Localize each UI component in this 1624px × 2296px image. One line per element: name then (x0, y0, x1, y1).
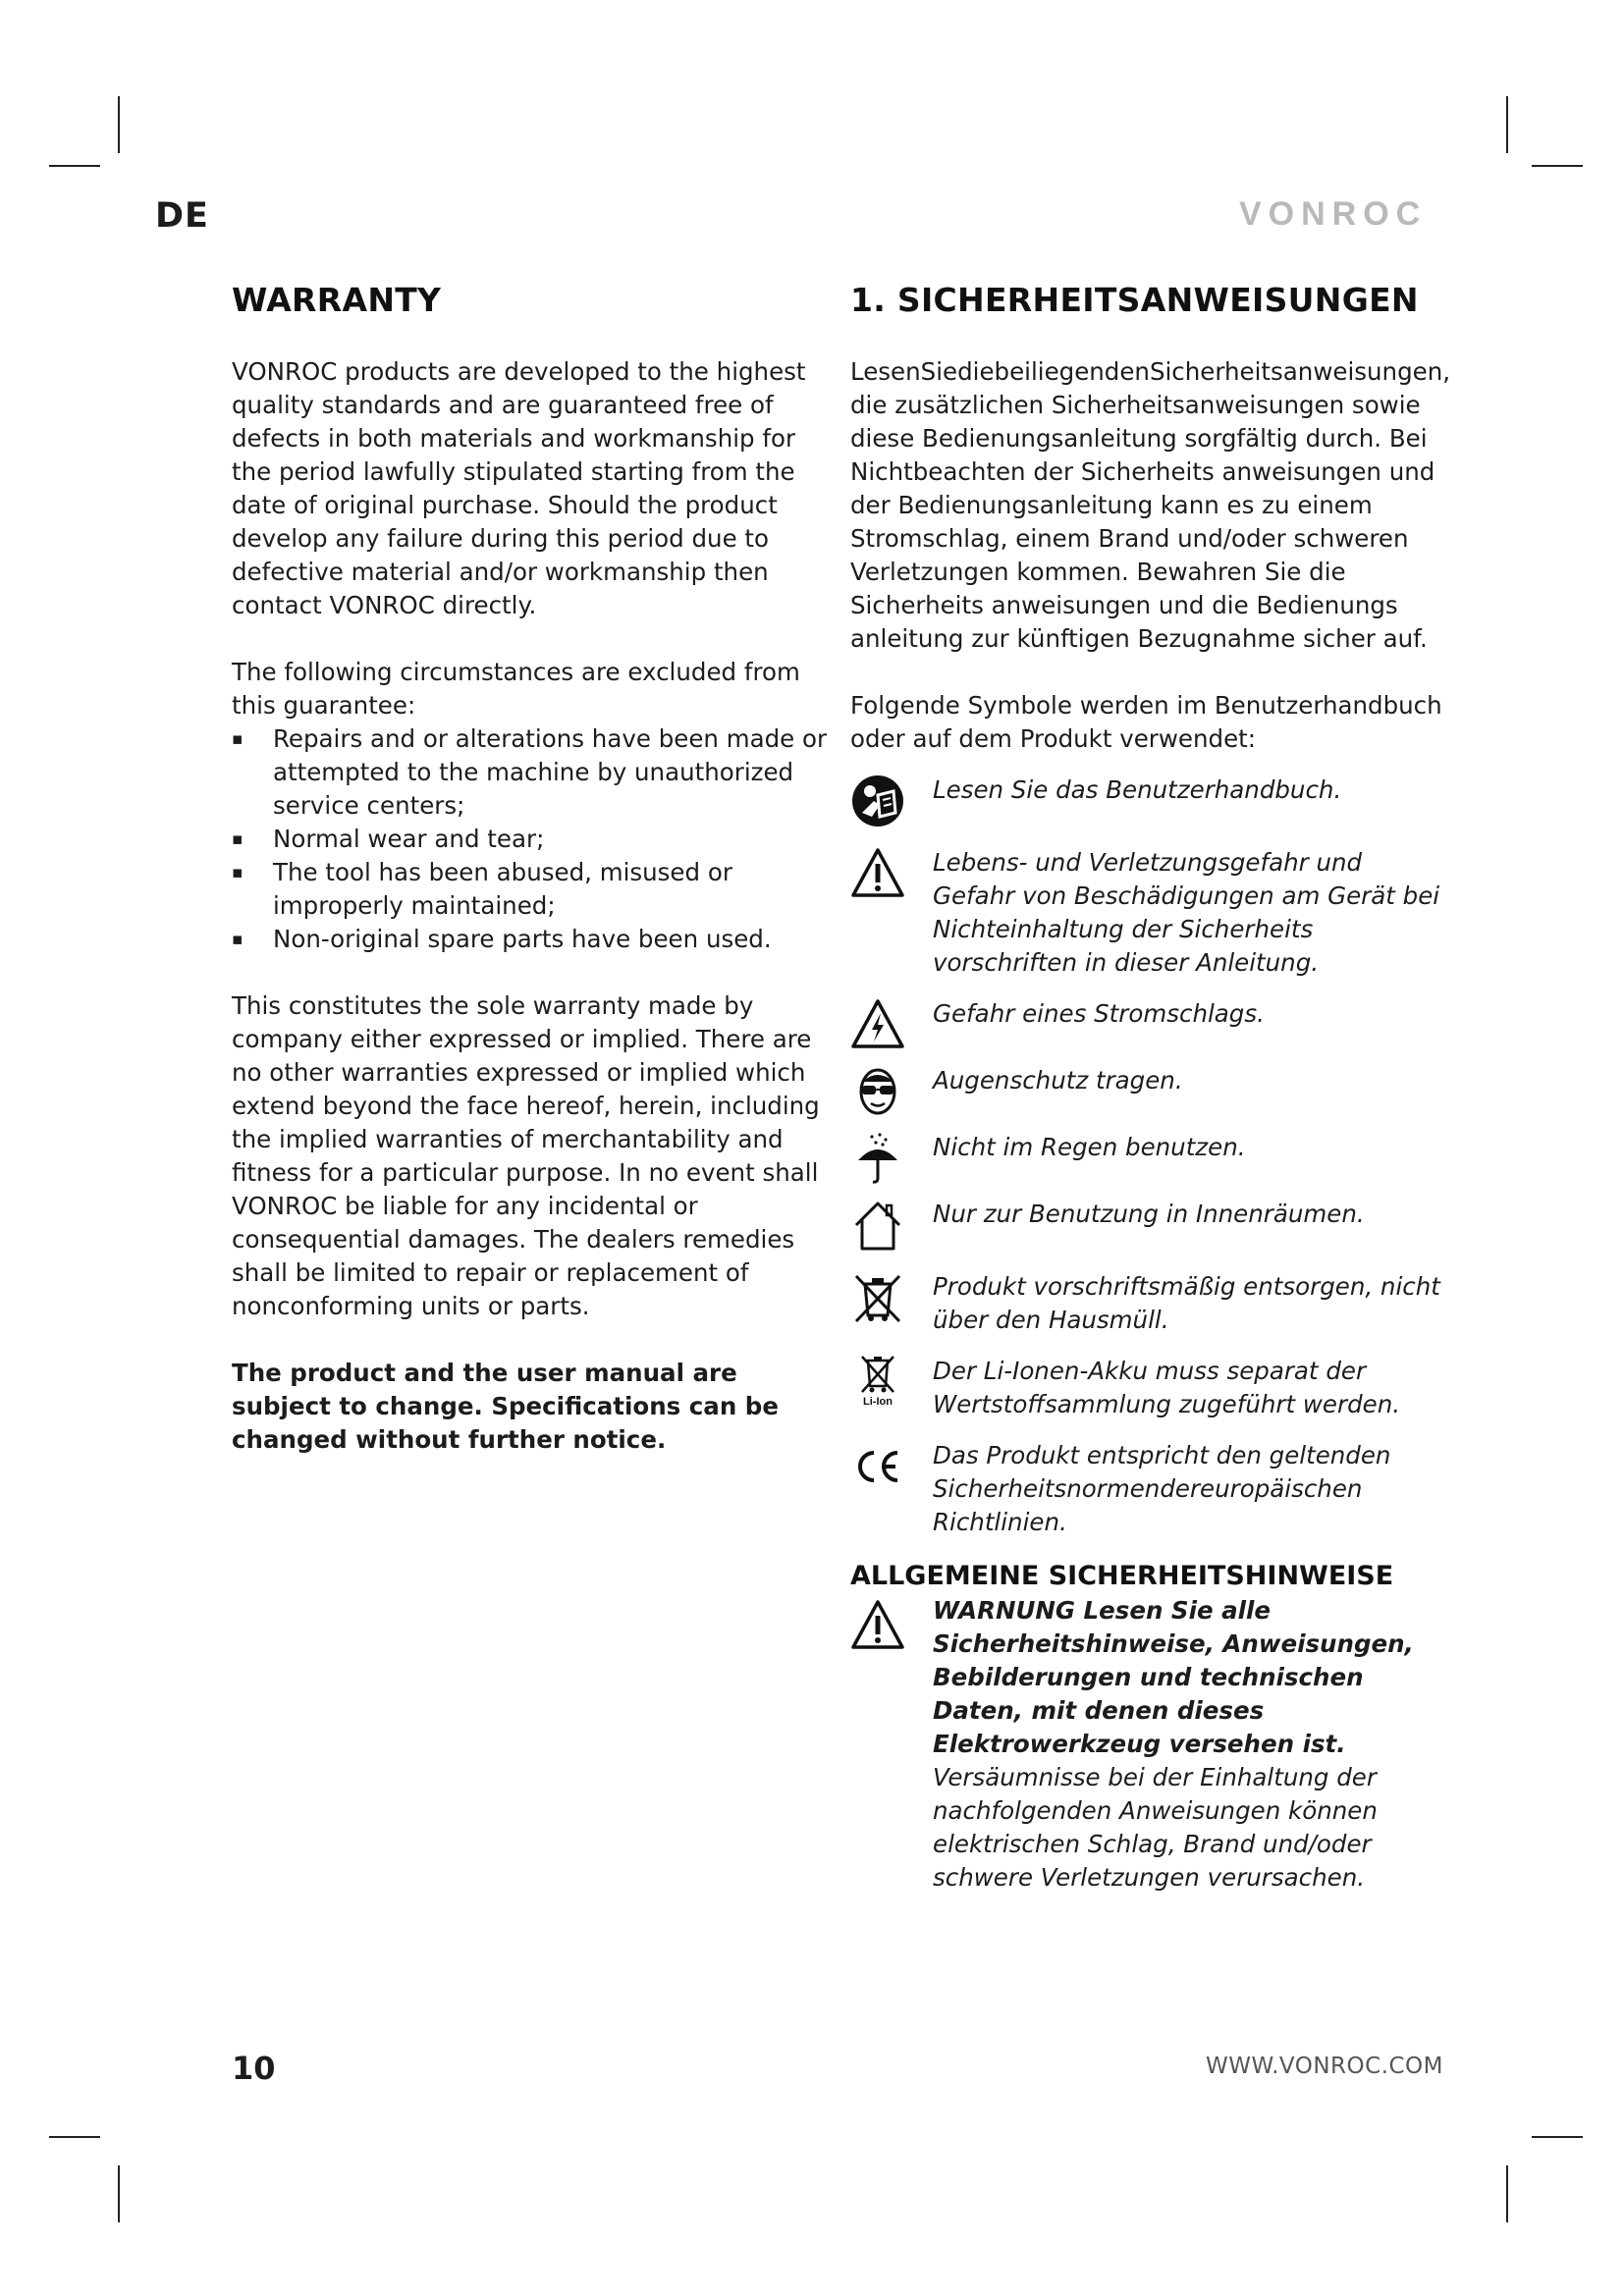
symbol-text: Lebens- und Verletzungsgefahr und Gefahr von Beschädigungen am Gerät bei Nichteinhaltung der Sicherheits vorschriften in dieser Anleitung. (933, 848, 1440, 977)
symbol-row (850, 774, 1449, 828)
exclusions-list (232, 722, 831, 956)
symbol-text: Lesen Sie das Benutzerhandbuch. (933, 775, 1342, 804)
symbol-row (850, 997, 1449, 1052)
warning-triangle-icon (850, 846, 905, 901)
symbol-text: Nicht im Regen benutzen. (933, 1133, 1246, 1161)
symbol-row (850, 1355, 1449, 1421)
symbol-text: Produkt vorschriftsmäßig entsorgen, nicht über den Hausmüll. (933, 1272, 1440, 1334)
warning-bold-text: WARNUNG Lesen Sie alle Sicherheitshinweise, Anweisungen, Bebilderungen und technischen Daten, mit denen dieses Elektrowerkzeug versehen ist. (933, 1596, 1414, 1758)
warning-text (933, 1594, 1449, 1895)
warranty-title: WARRANTY (232, 281, 442, 319)
safety-intro: LesenSiediebeiliegendenSicherheitsanweisungen, die zusätzlichen Sicherheitsanweisungen sowie diese Bedienungsanleitung sorgfältig durch. Bei Nichtbeachten der Sicherheits anweisungen und der Bedienungsanleitung kann es zu einem Stromschlag, einem Brand und/oder schweren Verletzungen kommen. Bewahren Sie die Sicherheits anweisungen und die Bedienungs anleitung zur künftigen Bezugnahme sicher auf. (850, 357, 1451, 653)
warning-triangle-icon (850, 1598, 905, 1653)
symbol-row (850, 1270, 1449, 1337)
ce-mark-icon (850, 1439, 905, 1494)
crop-mark (1532, 2136, 1583, 2138)
symbol-text: Das Produkt entspricht den geltenden Sicherheitsnormendereuropäischen Richtlinien. (933, 1441, 1391, 1536)
symbol-row (850, 1131, 1449, 1186)
symbol-row (850, 1198, 1449, 1253)
logo-text: VONROC (1239, 195, 1428, 233)
crop-mark (49, 2136, 100, 2138)
symbol-row (850, 1439, 1449, 1539)
no-rain-icon (850, 1131, 905, 1186)
list-item: ▪ Repairs and or alterations have been made or attempted to the machine by unauthorized service centers; (232, 722, 831, 823)
list-item: ▪ Non-original spare parts have been used. (232, 923, 831, 956)
crop-mark (1506, 2165, 1508, 2222)
warranty-intro: VONROC products are developed to the highest quality standards and are guaranteed free of defects in both materials and workmanship for the period lawfully stipulated starting from the date of original purchase. Should the product develop any failure during this period due to defective material and/or workmanship then contact VONROC directly. (232, 357, 806, 619)
symbol-text: Gefahr eines Stromschlags. (933, 999, 1265, 1028)
general-warning (850, 1594, 1449, 1895)
exclusions-intro: The following circumstances are excluded from this guarantee: (232, 658, 800, 720)
symbol-text: Augenschutz tragen. (933, 1066, 1183, 1095)
list-item: ▪ The tool has been abused, misused or improperly maintained; (232, 856, 831, 923)
list-item: ▪ Normal wear and tear; (232, 823, 831, 856)
warranty-section (232, 277, 831, 1457)
read-manual-icon (850, 774, 905, 828)
indoor-use-icon (850, 1198, 905, 1253)
symbol-text: Der Li-Ionen-Akku muss separat der Wertstoffsammlung zugeführt werden. (933, 1357, 1401, 1418)
warning-body-text: Versäumnisse bei der Einhaltung der nachfolgenden Anweisungen können elektrischen Schlag, Brand und/oder schwere Verletzungen verursachen. (933, 1763, 1378, 1892)
page-number: 10 (232, 2050, 276, 2087)
li-ion-label: Li-Ion (863, 1396, 893, 1408)
symbol-row (850, 1064, 1449, 1119)
symbols-intro: Folgende Symbole werden im Benutzerhandbuch oder auf dem Produkt verwendet: (850, 691, 1442, 753)
language-code: DE (155, 196, 209, 236)
change-notice: The product and the user manual are subject to change. Specifications can be changed without further notice. (232, 1359, 779, 1454)
crop-mark (1506, 96, 1508, 153)
li-ion-disposal-icon (850, 1355, 905, 1410)
website-url: WWW.VONROC.COM (1206, 2054, 1443, 2079)
vonroc-logo (1239, 193, 1445, 233)
weee-bin-icon (850, 1270, 905, 1325)
general-safety-title: ALLGEMEINE SICHERHEITSHINWEISE (850, 1561, 1394, 1591)
symbol-text: Nur zur Benutzung in Innenräumen. (933, 1200, 1365, 1228)
crop-mark (118, 2165, 120, 2222)
crop-mark (1532, 165, 1583, 167)
eye-protection-icon (850, 1064, 905, 1119)
sole-warranty-text: This constitutes the sole warranty made by company either expressed or implied. There are no other warranties expressed or implied which extend beyond the face hereof, herein, including the implied warranties of merchantability and fitness for a particular purpose. In no event shall VONROC be liable for any incidental or consequential damages. The dealers remedies shall be limited to repair or replacement of nonconforming units or parts. (232, 991, 820, 1320)
symbol-row (850, 846, 1449, 980)
crop-mark (49, 165, 100, 167)
crop-mark (118, 96, 120, 153)
electric-shock-icon (850, 997, 905, 1052)
safety-section (850, 277, 1449, 1895)
safety-title: 1. SICHERHEITSANWEISUNGEN (850, 281, 1419, 319)
